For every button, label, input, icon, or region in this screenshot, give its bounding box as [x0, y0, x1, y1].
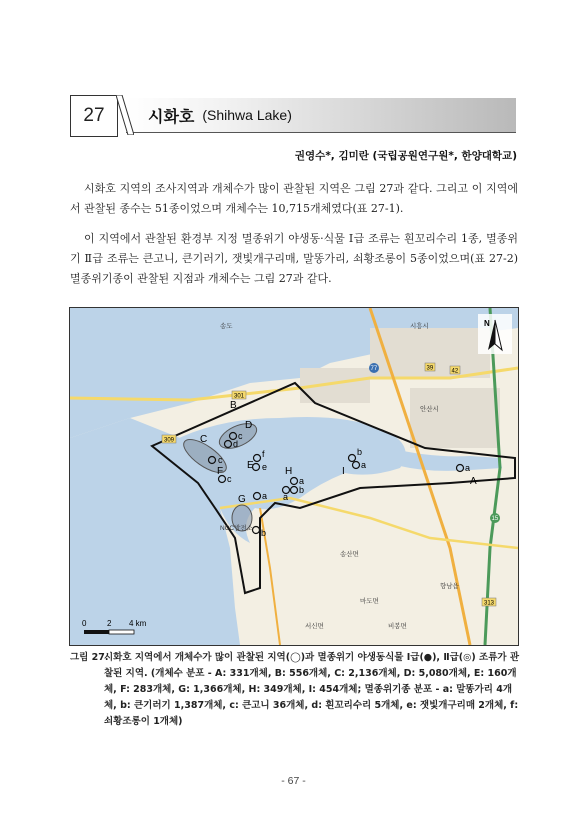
marker-d-label: d — [233, 439, 239, 449]
area-label-i: I — [342, 466, 345, 477]
section-number: 27 — [70, 95, 118, 137]
section-title-ko: 시화호 — [148, 106, 195, 126]
road-shield-42-label: 42 — [451, 368, 459, 375]
map-svg — [70, 308, 518, 645]
road-shield-301-label: 301 — [234, 393, 245, 400]
caption-text: 시화호 지역에서 개체수가 많이 관찰된 지역(◯)과 멸종위기 야생동식물 Ⅰ급(●), Ⅱ급(◎) 조류가 관찰된 지역. (개체수 분포 - A: 331개체, B: 556개체, C: 2,136개체, D: 5,080개체, E: 160개체, F: 283개체, G: 1,366개체, H: 349개체, I: 454개체; 멸종위기종 분포 - a: 말똥가리 4개체, b: 큰기러기 1,387개체, c: 큰고니 36개체, d: 흰꼬리수리 5개체, e: 잿빛개구리매 2개체, f: 쇠황조롱이 1개체) — [104, 652, 520, 727]
road-shield-309-label: 309 — [164, 437, 175, 444]
area-label-c: C — [200, 434, 208, 445]
area-label-f: F — [217, 466, 224, 477]
marker-a5-label: a — [465, 463, 471, 473]
place-hyangnam: 향남읍 — [440, 583, 459, 590]
page-number: - 67 - — [281, 775, 306, 787]
place-songdo: 송도 — [220, 323, 233, 330]
north-label: N — [484, 319, 490, 328]
section-title-en: (Shihwa Lake) — [202, 107, 292, 123]
road-shield-77-label: 77 — [370, 366, 378, 372]
urban-ansan — [410, 388, 500, 448]
paragraph-1: 시화호 지역의 조사지역과 개체수가 많이 관찰된 지역은 그림 27과 같다. 그리고 이 지역에서 관찰된 종수는 51종이었으며 개체수는 10,715개체였다(표 27-1). — [70, 182, 518, 215]
area-label-b: B — [230, 400, 237, 411]
marker-a3-label: a — [283, 492, 289, 502]
marker-a1-label: a — [262, 491, 268, 501]
road-shield-15-label: 15 — [491, 516, 499, 522]
marker-a4-label: a — [361, 460, 367, 470]
scale-label-4km: 4 km — [129, 619, 147, 628]
scale-label-0: 0 — [82, 619, 87, 628]
marker-c1-label: c — [218, 455, 223, 465]
scale-label-2: 2 — [107, 619, 112, 628]
marker-f-label: f — [262, 449, 265, 459]
road-shield-313-label: 313 — [484, 600, 495, 607]
place-ncc: NCC발전소 — [220, 525, 253, 532]
marker-e-label: e — [262, 462, 268, 472]
paragraph-2: 이 지역에서 관찰된 환경부 지정 멸종위기 야생동·식물 Ⅰ급 조류는 흰꼬리수리 1종, 멸종위기 Ⅱ급 조류는 큰고니, 큰기러기, 잿빛개구리매, 말똥가리, 쇠황조롱이 5종이었으며(표 27-2) 멸종위기종이 관찰된 지점과 개체수는 그림 27과 같다. — [70, 232, 518, 285]
marker-b1-label: b — [299, 485, 305, 495]
marker-c2-label: c — [238, 431, 243, 441]
place-ansan: 안산시 — [420, 406, 439, 413]
place-bibong: 비봉면 — [388, 623, 407, 630]
marker-b3-label: b — [261, 528, 267, 538]
place-mado: 마도면 — [360, 598, 379, 605]
study-area-map — [69, 307, 519, 646]
authors: 권영수*, 김미란 (국립공원연구원*, 한양대학교) — [294, 150, 517, 162]
area-label-d: D — [245, 420, 253, 431]
caption-label: 그림 27. — [70, 652, 109, 663]
marker-b2-label: b — [357, 447, 363, 457]
marker-a2-label: a — [299, 476, 305, 486]
area-label-g: G — [238, 494, 246, 505]
figure-caption — [70, 650, 520, 730]
marker-c3-label: c — [227, 474, 232, 484]
place-songsan: 송산면 — [340, 551, 359, 558]
title-slash-decoration — [116, 95, 134, 135]
place-seosin: 서신면 — [305, 623, 324, 630]
section-header — [70, 95, 518, 137]
place-siheung: 시흥시 — [410, 323, 429, 330]
road-shield-39-label: 39 — [426, 365, 434, 372]
area-label-h: H — [285, 466, 293, 477]
north-arrow — [478, 314, 512, 354]
area-label-e: E — [247, 460, 254, 471]
section-title-bar — [126, 98, 516, 133]
area-label-a: A — [470, 476, 477, 487]
